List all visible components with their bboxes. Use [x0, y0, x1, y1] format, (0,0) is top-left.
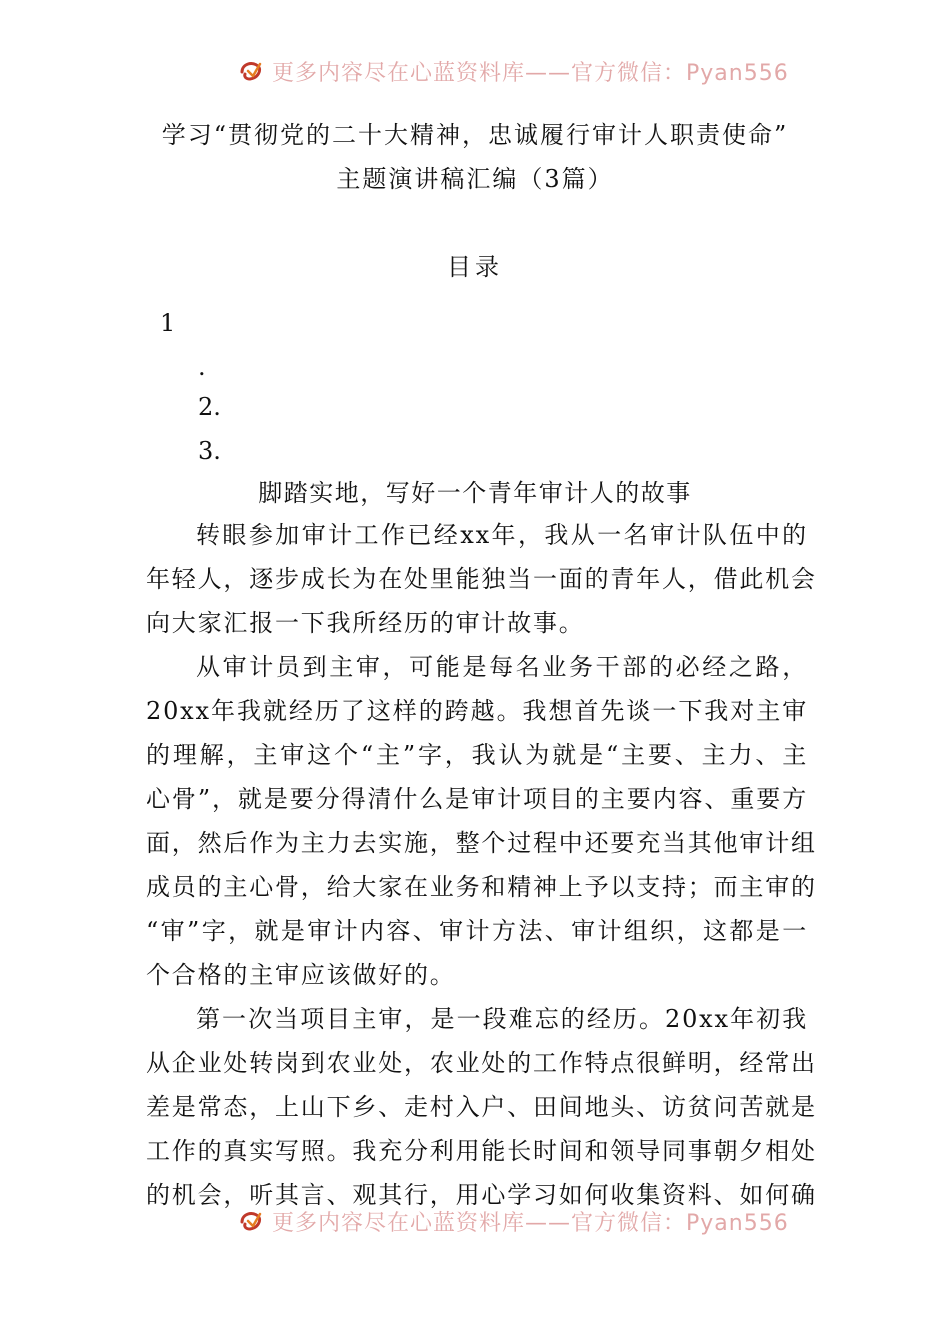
body-line: 个合格的主审应该做好的。 — [146, 961, 456, 989]
body-line: 向大家汇报一下我所经历的审计故事。 — [146, 609, 585, 637]
toc-item-2: 2. — [198, 393, 221, 421]
body-line: 成员的主心骨，给大家在业务和精神上予以支持；而主审的 — [146, 873, 817, 901]
toc-heading: 目录 — [447, 253, 503, 281]
body-line: 的理解，主审这个“主”字，我认为就是“主要、主力、主 — [146, 741, 808, 769]
toc-item-dot: . — [198, 353, 206, 381]
section-title: 脚踏实地，写好一个青年审计人的故事 — [258, 479, 692, 507]
watermark-logo-icon — [238, 1208, 264, 1234]
body-line: 从审计员到主审，可能是每名业务干部的必经之路， — [196, 653, 808, 681]
toc-item-1: 1 — [160, 309, 176, 337]
body-line: 差是常态，上山下乡、走村入户、田间地头、访贫问苦就是 — [146, 1093, 817, 1121]
body-line: 年轻人，逐步成长为在处里能独当一面的青年人，借此机会 — [146, 565, 817, 593]
watermark-header — [0, 54, 950, 88]
body-line: 从企业处转岗到农业处，农业处的工作特点很鲜明，经常出 — [146, 1049, 817, 1077]
document-title-line-1: 学习“贯彻党的二十大精神，忠诚履行审计人职责使命” — [161, 121, 789, 149]
body-line: “审”字，就是审计内容、审计方法、审计组织，这都是一 — [146, 917, 808, 945]
watermark-footer — [0, 1204, 950, 1238]
watermark-text: 更多内容尽在心蓝资料库——官方微信：Pyan556 — [272, 1211, 789, 1236]
body-line: 20xx年我就经历了这样的跨越。我想首先谈一下我对主审 — [146, 697, 808, 725]
body-line: 第一次当项目主审，是一段难忘的经历。20xx年初我 — [196, 1005, 808, 1033]
watermark-text: 更多内容尽在心蓝资料库——官方微信：Pyan556 — [272, 61, 789, 86]
body-line: 工作的真实写照。我充分利用能长时间和领导同事朝夕相处 — [146, 1137, 817, 1165]
document-title-line-2: 主题演讲稿汇编（3篇） — [336, 165, 614, 193]
body-line: 心骨”，就是要分得清什么是审计项目的主要内容、重要方 — [146, 785, 808, 813]
body-line: 的机会，听其言、观其行，用心学习如何收集资料、如何确 — [146, 1181, 817, 1209]
body-line: 面，然后作为主力去实施，整个过程中还要充当其他审计组 — [146, 829, 817, 857]
toc-item-3: 3. — [198, 437, 221, 465]
watermark-logo-icon — [238, 58, 264, 84]
body-line: 转眼参加审计工作已经xx年，我从一名审计队伍中的 — [196, 521, 808, 549]
